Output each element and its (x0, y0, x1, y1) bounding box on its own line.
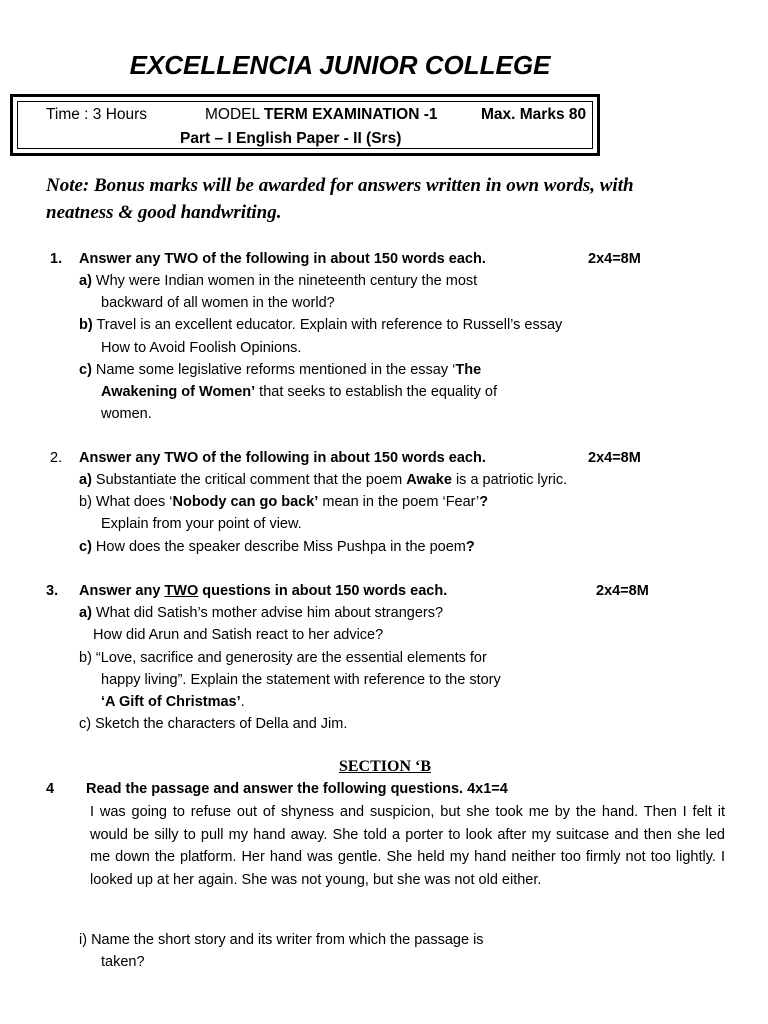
q2-c-line (79, 539, 475, 555)
q3-a-line2: How did Arun and Satish react to her advice? (93, 627, 384, 643)
q1-a-line1 (79, 273, 477, 289)
q1-a-label: a) (79, 273, 92, 289)
q2-a-label: a) (79, 472, 92, 488)
q3-c-line: c) Sketch the characters of Della and Jim. (79, 716, 348, 732)
q1-b-line2: How to Avoid Foolish Opinions. (101, 340, 302, 356)
q2-b-pre: b) What does ‘ (79, 494, 173, 510)
q3-a-line1 (79, 605, 443, 621)
q2-b-line1 (79, 494, 488, 510)
q1-marks: 2x4=8M (588, 251, 641, 267)
q1-c-line2-rest: that seeks to establish the equality of (255, 384, 497, 400)
q2-b-qmark: ? (479, 494, 489, 510)
paper-part: Part – I English Paper - II (Srs) (180, 130, 402, 147)
q1-b-label: b) (79, 317, 93, 333)
q2-a-line (79, 472, 567, 488)
exam-name: TERM EXAMINATION -1 (263, 106, 438, 123)
q2-marks: 2x4=8M (588, 450, 641, 466)
q1-b-line1 (79, 317, 562, 333)
q3-a-label: a) (79, 605, 92, 621)
q1-c-label: c) (79, 362, 92, 378)
q2-c-qmark: ? (465, 539, 475, 555)
q3-b-line3 (101, 694, 245, 710)
q2-b-line2: Explain from your point of view. (101, 516, 302, 532)
q1-b-text: Travel is an excellent educator. Explain with reference to Russell’s essay (92, 317, 563, 333)
q3-b-line1: b) “Love, sacrifice and generosity are the essential elements for (79, 650, 487, 666)
q3-number: 3. (46, 583, 59, 599)
q3-instr-two: TWO (164, 583, 199, 599)
q1-c-line2 (101, 384, 497, 400)
q2-number: 2. (50, 450, 63, 466)
q2-b-quote: Nobody can go back’ (172, 494, 319, 510)
note-line-1: Note: Bonus marks will be awarded for answers written in own words, with (46, 175, 634, 196)
note-line-2: neatness & good handwriting. (46, 202, 282, 223)
q1-c-text: Name some legislative reforms mentioned in the essay ‘ (91, 362, 456, 378)
exam-model: MODEL (205, 106, 260, 123)
q1-a-text: Why were Indian women in the nineteenth century the most (91, 273, 478, 289)
q2-a-poem: Awake (406, 472, 452, 488)
q3-marks: 2x4=8M (596, 583, 649, 599)
q4-passage: I was going to refuse out of shyness and suspicion, but she took me by the hand. Then I felt it would be silly to pull my hand away. She told a porter to look after my suitcase and then she led me down the platform. Her hand was gentle. She held my hand neither too firmly not too lightly. I looked up at her again. She was not young, but she was not old either. (90, 804, 725, 888)
q2-c-text: How does the speaker describe Miss Pushpa in the poem (91, 539, 466, 555)
college-title: EXCELLENCIA JUNIOR COLLEGE (129, 50, 551, 80)
q2-a-post: is a patriotic lyric. (451, 472, 568, 488)
q4-i-line1: i) Name the short story and its writer from which the passage is (79, 932, 484, 948)
q2-instruction: Answer any TWO of the following in about 150 words each. (79, 450, 486, 466)
q4-number: 4 (46, 781, 55, 797)
q3-b-story: ‘A Gift of Christmas’ (101, 694, 241, 710)
q1-number: 1. (50, 251, 63, 267)
q1-instruction: Answer any TWO of the following in about 150 words each. (79, 251, 486, 267)
q2-c-label: c) (79, 539, 92, 555)
q1-c-line3: women. (101, 406, 152, 422)
q1-a-line2: backward of all women in the world? (101, 295, 335, 311)
q3-b-line2: happy living”. Explain the statement with reference to the story (101, 672, 501, 688)
q3-b-period: . (240, 694, 245, 710)
section-b-heading: SECTION ‘B (338, 758, 432, 775)
q1-c-bold: The (455, 362, 482, 378)
q1-c-essay-title: Awakening of Women’ (101, 384, 256, 400)
q3-instr-post: questions in about 150 words each. (198, 583, 448, 599)
q4-instruction: Read the passage and answer the following questions. 4x1=4 (86, 781, 508, 797)
exam-time: Time : 3 Hours (46, 106, 148, 123)
q3-a-text: What did Satish’s mother advise him about strangers? (91, 605, 444, 621)
q1-c-line1 (79, 362, 481, 378)
exam-title (205, 106, 438, 124)
q2-a-pre: Substantiate the critical comment that the poem (91, 472, 407, 488)
max-marks: Max. Marks 80 (481, 106, 587, 123)
q3-instr-pre: Answer any (79, 583, 165, 599)
q4-i-line2: taken? (101, 954, 145, 970)
q3-instruction (79, 583, 447, 599)
q2-b-post: mean in the poem ‘Fear’ (318, 494, 480, 510)
